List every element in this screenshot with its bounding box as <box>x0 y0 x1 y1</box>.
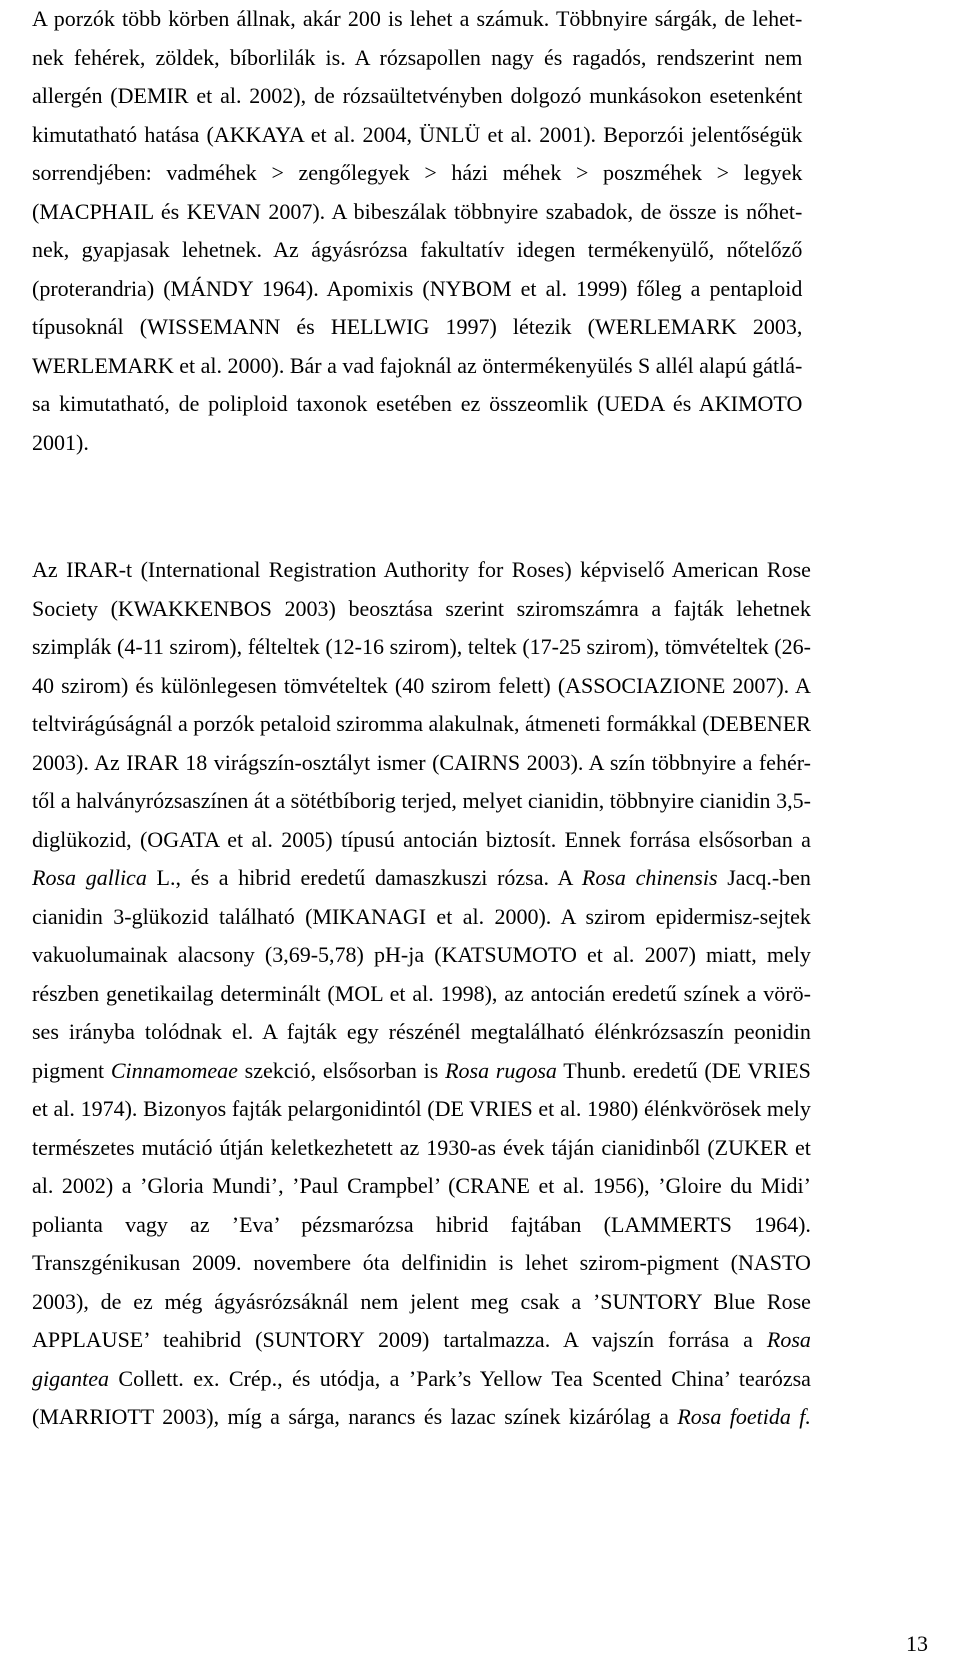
text-line <box>32 1360 811 1399</box>
text-run: szekció, elsősorban is <box>237 1057 446 1083</box>
text-run: teltvirágúságnál a porzók petaloid sziromma alakulnak, átmeneti formákkal (DEBENER <box>32 711 811 736</box>
text-run: 2003). Az IRAR 18 virágszín-osztályt ismer (CAIRNS 2003). A szín többnyire a fehér- <box>32 749 811 775</box>
taxon-name: Rosa foetida f. <box>677 1404 811 1429</box>
text-run: részben genetikailag determinált (MOL et al. 1998), az antocián eredetű színek a vörö- <box>32 980 811 1006</box>
text-run: L., és a hibrid eredetű damaszkuszi rózsa. A <box>146 865 582 890</box>
text-line: (proterandria) (MÁNDY 1964). Apomixis (NYBOM et al. 1999) főleg a pentaploid <box>32 275 803 301</box>
taxon-name: Rosa rugosa <box>445 1057 557 1083</box>
text-line <box>32 1321 811 1360</box>
text-run: vakuolumainak alacsony (3,69-5,78) pH-ja (KATSUMOTO et al. 2007) miatt, mely <box>32 942 811 967</box>
taxon-name: Rosa gallica <box>32 865 147 890</box>
text-line: 2001). <box>32 429 89 455</box>
text-line <box>32 590 811 629</box>
text-run: polianta vagy az ’Eva’ pézsmarózsa hibrid fajtában (LAMMERTS 1964). <box>32 1211 811 1237</box>
text-line: típusoknál (WISSEMANN és HELLWIG 1997) létezik (WERLEMARK 2003, <box>32 314 803 339</box>
text-line <box>32 1206 811 1245</box>
text-run: Transzgénikusan 2009. novembere óta delfinidin is lehet szirom-pigment (NASTO <box>32 1250 811 1275</box>
text-line: WERLEMARK et al. 2000). Bár a vad fajoknál az öntermékenyülés S allél alapú gátlá- <box>32 352 803 378</box>
text-line: nek fehérek, zöldek, bíborlilák is. A rózsapollen nagy és ragadós, rendszerint nem <box>32 44 803 70</box>
taxon-name: Rosa <box>766 1327 811 1352</box>
text-line <box>32 821 811 860</box>
text-line <box>32 1167 811 1206</box>
text-run: (MARRIOTT 2003), míg a sárga, narancs és lazac színek kizárólag a <box>32 1404 678 1429</box>
text-line <box>32 667 811 706</box>
text-run: Society (KWAKKENBOS 2003) beosztása szerint sziromszámra a fajták lehetnek <box>32 595 811 621</box>
text-line: kimutatható hatása (AKKAYA et al. 2004, ÜNLÜ et al. 2001). Beporzói jelentőségük <box>32 121 803 147</box>
text-run: Jacq.-ben <box>717 865 811 890</box>
text-line: sa kimutatható, de poliploid taxonok esetében ez összeomlik (UEDA és AKIMOTO <box>32 391 803 416</box>
text-line <box>32 1013 811 1052</box>
paragraph-flower-colour <box>32 551 811 1437</box>
text-line: sorrendjében: vadméhek > zengőlegyek > házi méhek > poszméhek > legyek <box>32 160 803 185</box>
text-run: Thunb. eredetű (DE VRIES <box>556 1057 811 1083</box>
taxon-name: gigantea <box>32 1365 109 1391</box>
taxon-name: Rosa chinensis <box>581 865 718 890</box>
text-line <box>32 705 811 744</box>
text-line: allergén (DEMIR et al. 2002), de rózsaültetvényben dolgozó munkásokon esetenként <box>32 83 803 108</box>
taxon-name: Cinnamomeae <box>110 1057 238 1083</box>
text-run: től a halványrózsaszínen át a sötétbíborig terjed, melyet cianidin, többnyire cianidin 3,5- <box>32 788 811 813</box>
text-line <box>32 1129 811 1168</box>
text-run: 2003), de ez még ágyásrózsáknál nem jelent meg csak a ’SUNTORY Blue Rose <box>32 1288 811 1314</box>
text-line <box>32 1090 811 1129</box>
text-line <box>32 898 811 937</box>
text-run: diglükozid, (OGATA et al. 2005) típusú antocián biztosít. Ennek forrása elsősorban a <box>32 826 811 852</box>
text-run: cianidin 3-glükozid található (MIKANAGI et al. 2000). A szirom epidermisz-sejtek <box>32 903 811 929</box>
text-line <box>32 782 811 821</box>
text-run: Az IRAR-t (International Registration Authority for Roses) képviselő American Rose <box>32 557 811 582</box>
text-line <box>32 1052 811 1091</box>
page-number: 13 <box>906 1631 928 1656</box>
text-run: ses irányba tolódnak el. A fajták egy részénél megtalálható élénkrózsaszín peonidin <box>32 1019 811 1044</box>
text-line <box>32 628 811 667</box>
text-line <box>32 936 811 975</box>
text-line <box>32 551 811 590</box>
text-run: et al. 1974). Bizonyos fajták pelargonidintól (DE VRIES et al. 1980) élénkvörösek mely <box>32 1096 811 1121</box>
text-run: 40 szirom) és különlegesen tömvételtek (40 szirom felett) (ASSOCIAZIONE 2007). A <box>32 672 811 698</box>
text-line <box>32 744 811 783</box>
text-line <box>32 1398 811 1437</box>
text-run: szimplák (4-11 szirom), félteltek (12-16 szirom), teltek (17-25 szirom), tömvételtek (26- <box>32 634 811 659</box>
text-line: A porzók több körben állnak, akár 200 is lehet a számuk. Többnyire sárgák, de lehet- <box>32 6 803 31</box>
text-line <box>32 859 811 898</box>
paragraph-stamens-pollination <box>32 0 802 462</box>
text-run: természetes mutáció útján keletkezhetett az 1930-as évek táján cianidinből (ZUKER et <box>32 1134 811 1160</box>
text-line: (MACPHAIL és KEVAN 2007). A bibeszálak többnyire szabadok, de össze is nőhet- <box>32 198 803 224</box>
text-run: Collett. ex. Crép., és utódja, a ’Park’s Yellow Tea Scented China’ tearózsa <box>109 1365 811 1391</box>
text-run: pigment <box>32 1057 111 1083</box>
text-line <box>32 1283 811 1322</box>
text-line <box>32 975 811 1014</box>
text-run: APPLAUSE’ teahibrid (SUNTORY 2009) tartalmazza. A vajszín forrása a <box>32 1327 767 1352</box>
text-line: nek, gyapjasak lehetnek. Az ágyásrózsa fakultatív idegen termékenyülő, nőtelőző <box>32 237 803 262</box>
text-run: al. 2002) a ’Gloria Mundi’, ’Paul Crampbel’ (CRANE et al. 1956), ’Gloire du Midi’ <box>32 1173 811 1198</box>
text-line <box>32 1244 811 1283</box>
